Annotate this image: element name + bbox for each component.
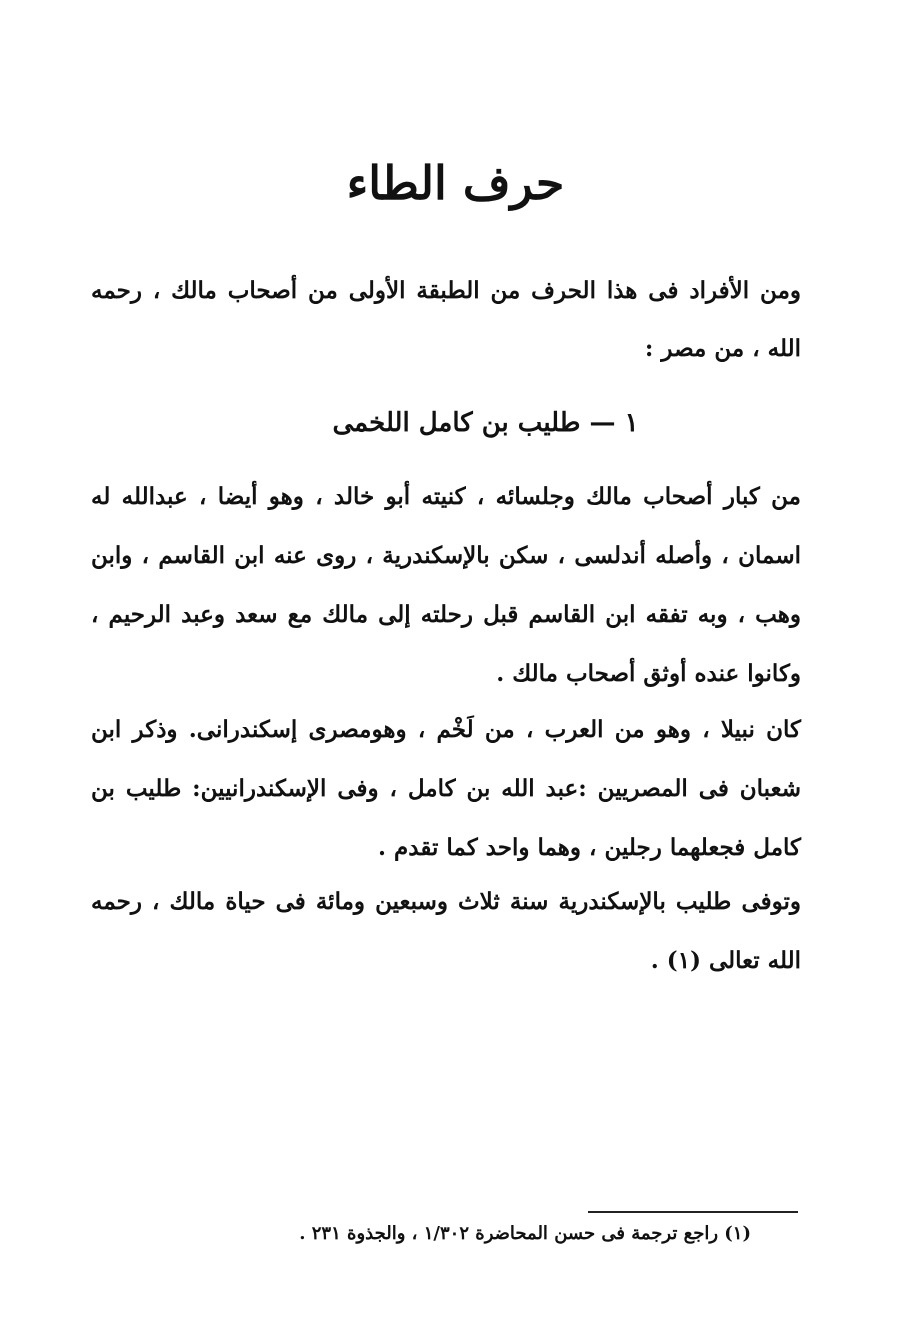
entry-paragraph: من كبار أصحاب مالك وجلسائه ، كنيته أبو خالد ، وهو أيضا ، عبدالله له اسمان ، وأصله أندلسى ، سكن بالإسكندرية ، روى عنه ابن القاسم ، وابن وهب ، وبه تفقه ابن القاسم قبل رحلته إلى مالك مع سعد وعبد الرحيم ، وكانوا عنده أوثق أصحاب مالك . xyxy=(91,483,801,687)
intro-paragraph: ومن الأفراد فى هذا الحرف من الطبقة الأولى من أصحاب مالك ، رحمه الله ، من مصر : xyxy=(91,277,801,362)
entry-heading: ١ — طليب بن كامل اللخمى xyxy=(332,408,639,438)
footnote: (١) راجع ترجمة فى حسن المحاضرة ١/٣٠٢ ، والجذوة ٢٣١ . xyxy=(299,1223,751,1244)
chapter-title: حرف الطاء xyxy=(346,156,565,210)
footnote-divider xyxy=(588,1211,798,1213)
entry-paragraph: كان نبيلا ، وهو من العرب ، من لَخْم ، وهومصرى إسكندرانى. وذكر ابن شعبان فى المصريين :عبد الله بن كامل ، وفى الإسكندرانيين: طليب بن كامل فجعلهما رجلين ، وهما واحد كما تقدم . xyxy=(91,716,801,861)
entry-paragraph: وتوفى طليب بالإسكندرية سنة ثلاث وسبعين ومائة فى حياة مالك ، رحمه الله تعالى (١) . xyxy=(91,888,801,974)
